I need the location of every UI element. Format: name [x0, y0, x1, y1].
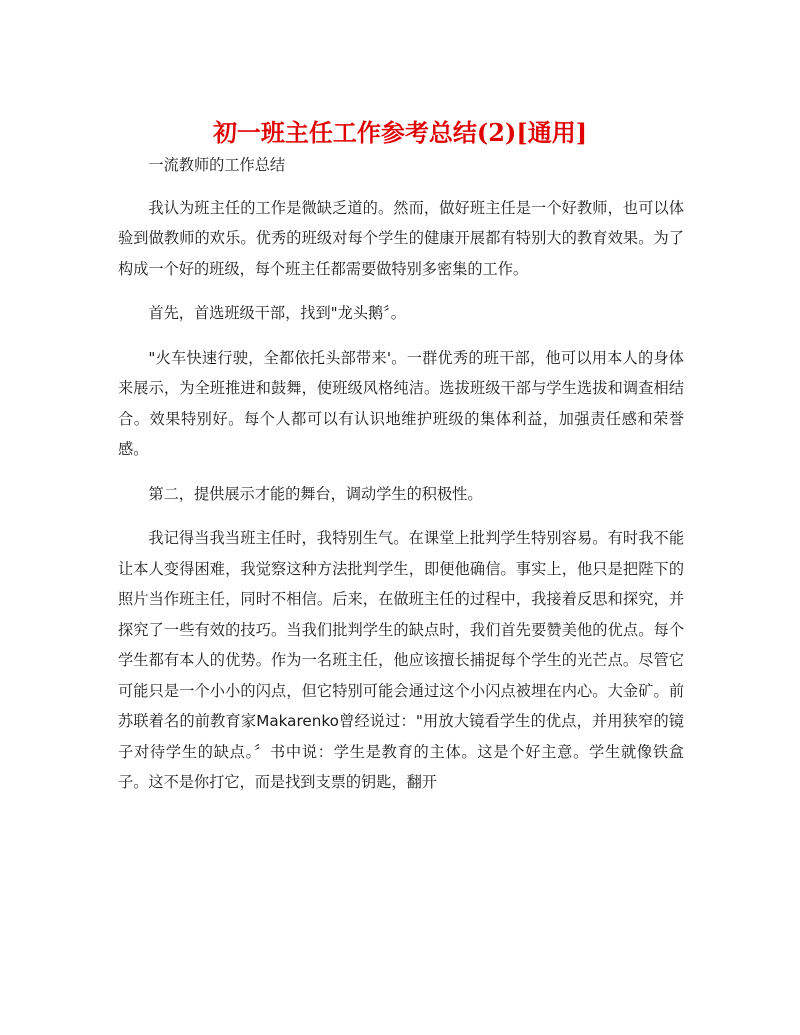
document-title: 初一班主任工作参考总结(2)[通用] [212, 118, 588, 148]
document-body [118, 150, 684, 812]
paragraph-intro: 我认为班主任的工作是微缺乏道的。然而，做好班主任是一个好教师，也可以体验到做教师的欢乐。优秀的班级对每个学生的健康开展都有特别大的教育效果。为了构成一个好的班级，每个班主任都需要做特别多密集的工作。 [118, 198, 684, 278]
paragraph-subtitle: 一流教师的工作总结 [148, 156, 286, 174]
paragraph-point-two: 第二，提供展示才能的舞台，调动学生的积极性。 [148, 484, 483, 503]
paragraph-point-one: 首先，首选班级干部，找到"龙头鹅〞。 [148, 304, 406, 322]
paragraph-point-one-detail: "火车快速行驶，全都依托头部带来'。一群优秀的班干部，他可以用本人的身体来展示，为全班推进和鼓舞，使班级风格纯洁。选拔班级干部与学生选拔和调查相结合。效果特别好。每个人都可以有认识地维护班级的集体利益，加强责任感和荣誉感。 [118, 348, 684, 458]
paragraph-point-two-detail: 我记得当我当班主任时，我特别生气。在课堂上批判学生特别容易。有时我不能让本人变得困难，我觉察这种方法批判学生，即便他确信。事实上，他只是把陛下的照片当作班主任，同时不相信。后来，在做班主任的过程中，我接着反思和探究，并探究了一些有效的技巧。当我们批判学生的缺点时，我们首先要赞美他的优点。每个学生都有本人的优势。作为一名班主任，他应该擅长捕捉每个学生的光芒点。尽管它可能只是一个小小的闪点，但它特别可能会通过这个小闪点被埋在内心。大金矿。前苏联着名的前教育家Makarenko曾经说过："用放大镜看学生的优点，并用狭窄的镜子对待学生的缺点。〞书中说：学生是教育的主体。这是个好主意。学生就像铁盒子。这不是你打它，而是找到支票的钥匙，翻开 [118, 529, 684, 791]
